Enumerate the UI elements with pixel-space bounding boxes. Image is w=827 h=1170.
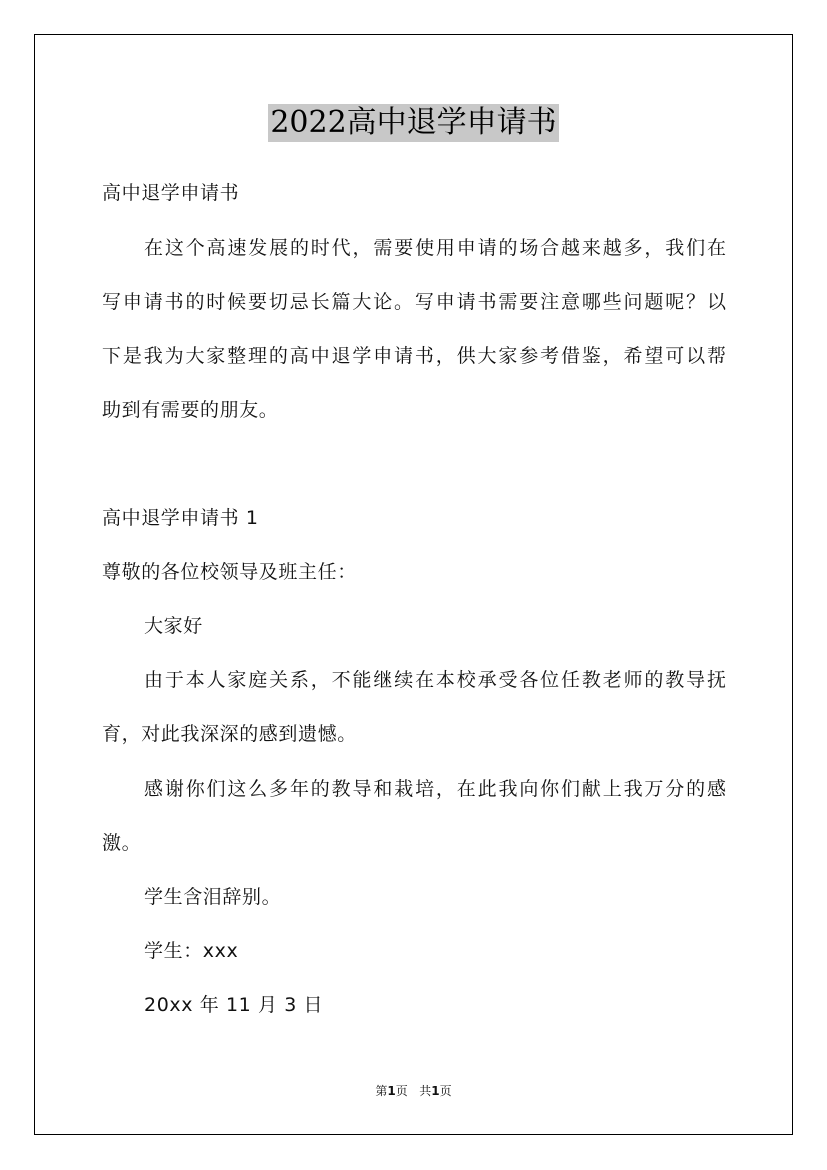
footer-page-suffix: 页 — [395, 1084, 408, 1098]
intro-line-4: 助到有需要的朋友。 — [102, 399, 279, 421]
page-footer — [0, 1083, 827, 1099]
footer-total-suffix: 页 — [439, 1084, 452, 1098]
salutation: 尊敬的各位校领导及班主任： — [102, 561, 357, 583]
footer-page-number: 1 — [387, 1084, 396, 1098]
signature: 学生：xxx — [144, 940, 239, 962]
document-subtitle: 高中退学申请书 — [102, 182, 240, 204]
intro-line-2: 写申请书的时候要切忌长篇大论。写申请书需要注意哪些问题呢？以 — [102, 291, 726, 313]
title-wrapper — [0, 104, 827, 142]
document-title: 2022高中退学申请书 — [270, 105, 557, 140]
body1-line-1: 由于本人家庭关系，不能继续在本校承受各位任教老师的教导抚 — [144, 669, 726, 691]
intro-line-1: 在这个高速发展的时代，需要使用申请的场合越来越多，我们在 — [144, 237, 726, 259]
footer-total-pages: 1 — [431, 1084, 440, 1098]
greeting: 大家好 — [144, 615, 203, 637]
intro-line-3: 下是我为大家整理的高中退学申请书，供大家参考借鉴，希望可以帮 — [102, 345, 726, 367]
footer-page-prefix: 第 — [375, 1084, 388, 1098]
section-heading: 高中退学申请书 1 — [102, 507, 259, 529]
farewell: 学生含泪辞别。 — [144, 886, 282, 908]
body2-line-2: 激。 — [102, 832, 142, 854]
body2-line-1: 感谢你们这么多年的教导和栽培，在此我向你们献上我万分的感 — [144, 778, 726, 800]
body1-line-2: 育，对此我深深的感到遗憾。 — [102, 723, 357, 745]
footer-total-prefix: 共 — [419, 1084, 432, 1098]
date: 20xx 年 11 月 3 日 — [144, 994, 324, 1016]
